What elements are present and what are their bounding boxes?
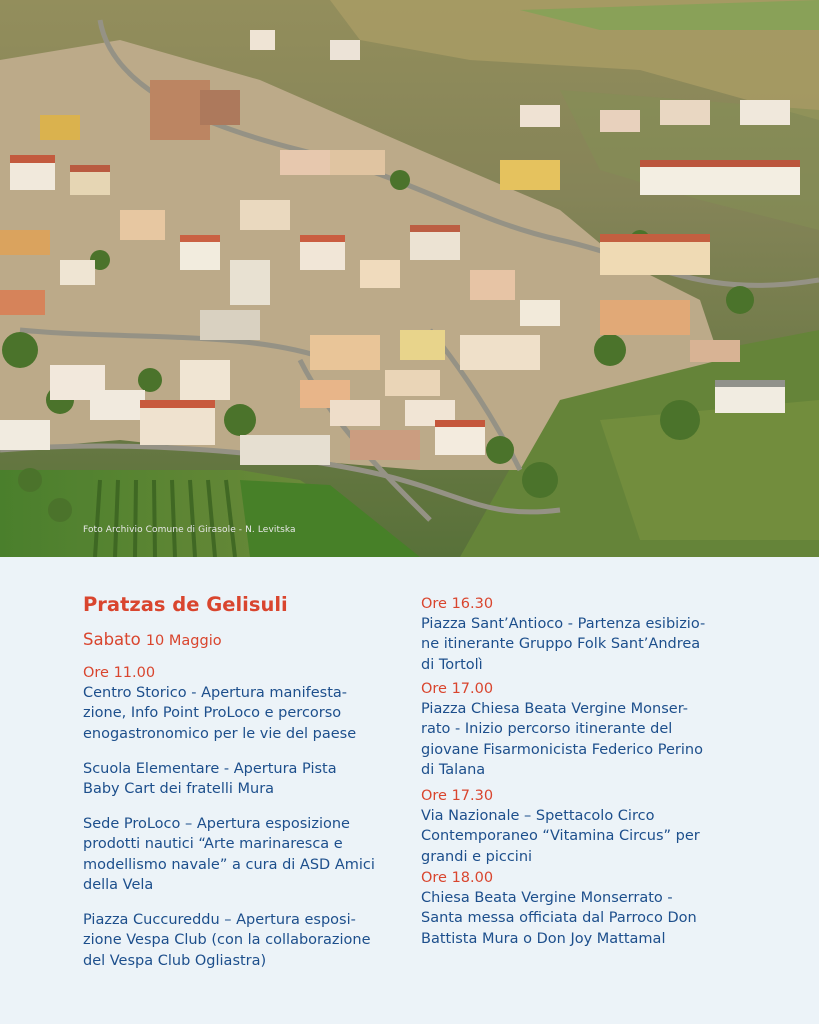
schedule-line: Piazza Cuccureddu – Apertura esposi- [83,912,356,928]
schedule-time: Ore 17.30 [421,788,494,804]
schedule-item [83,814,375,896]
schedule-item [421,786,700,867]
schedule-line: del Vespa Club Ogliastra) [83,952,267,969]
schedule-line: zione Vespa Club (con la collaborazione [83,932,371,949]
schedule-time: Ore 17.00 [421,681,494,697]
schedule-line: di Tortolì [421,656,483,673]
schedule-line: Centro Storico - Apertura manifesta- [83,685,348,701]
schedule-line: Santa messa officiata dal Parroco Don [421,910,697,927]
schedule-line: Chiesa Beata Vergine Monserrato - [421,890,673,906]
event-day: Sabato [83,630,141,649]
schedule-line: prodotti nautici “Arte marinaresca e [83,836,343,853]
schedule-time: Ore 11.00 [83,665,156,681]
schedule-time: Ore 16.30 [421,596,494,612]
schedule-line: Scuola Elementare - Apertura Pista [83,761,337,777]
schedule-line: giovane Fisarmonicista Federico Perino [421,741,703,758]
schedule-time: Ore 18.00 [421,870,494,886]
schedule-line: modellismo navale” a cura di ASD Amici [83,856,375,873]
event-date [83,630,222,649]
schedule-line: Via Nazionale – Spettacolo Circo [421,808,655,824]
program-content [0,557,819,1024]
schedule-line: ne itinerante Gruppo Folk Sant’Andrea [421,636,701,653]
schedule-item [421,868,697,949]
schedule-line: Baby Cart dei fratelli Mura [83,781,275,798]
schedule-line: Piazza Chiesa Beata Vergine Monser- [421,701,688,717]
schedule-item [421,594,705,675]
schedule-line: zione, Info Point ProLoco e percorso [83,705,342,722]
schedule-line: Sede ProLoco – Apertura esposizione [83,816,350,832]
schedule-line: grandi e piccini [421,848,533,865]
event-date-number: 10 Maggio [145,633,222,649]
schedule-line: rato - Inizio percorso itinerante del [421,721,673,738]
schedule-line: Piazza Sant’Antioco - Partenza esibizio- [421,616,706,632]
schedule-item [421,679,703,781]
schedule-item [83,663,356,744]
photo-credit: Foto Archivio Comune di Girasole - N. Levitska [83,525,296,535]
schedule-line: Battista Mura o Don Joy Mattamal [421,930,666,947]
schedule-line: di Talana [421,762,486,779]
schedule-line: della Vela [83,877,154,894]
schedule-line: Contemporaneo “Vitamina Circus” per [421,828,700,845]
schedule-line: enogastronomico per le vie del paese [83,725,357,742]
schedule-item [83,759,337,800]
event-title: Pratzas de Gelisuli [83,593,288,616]
schedule-item [83,910,371,971]
